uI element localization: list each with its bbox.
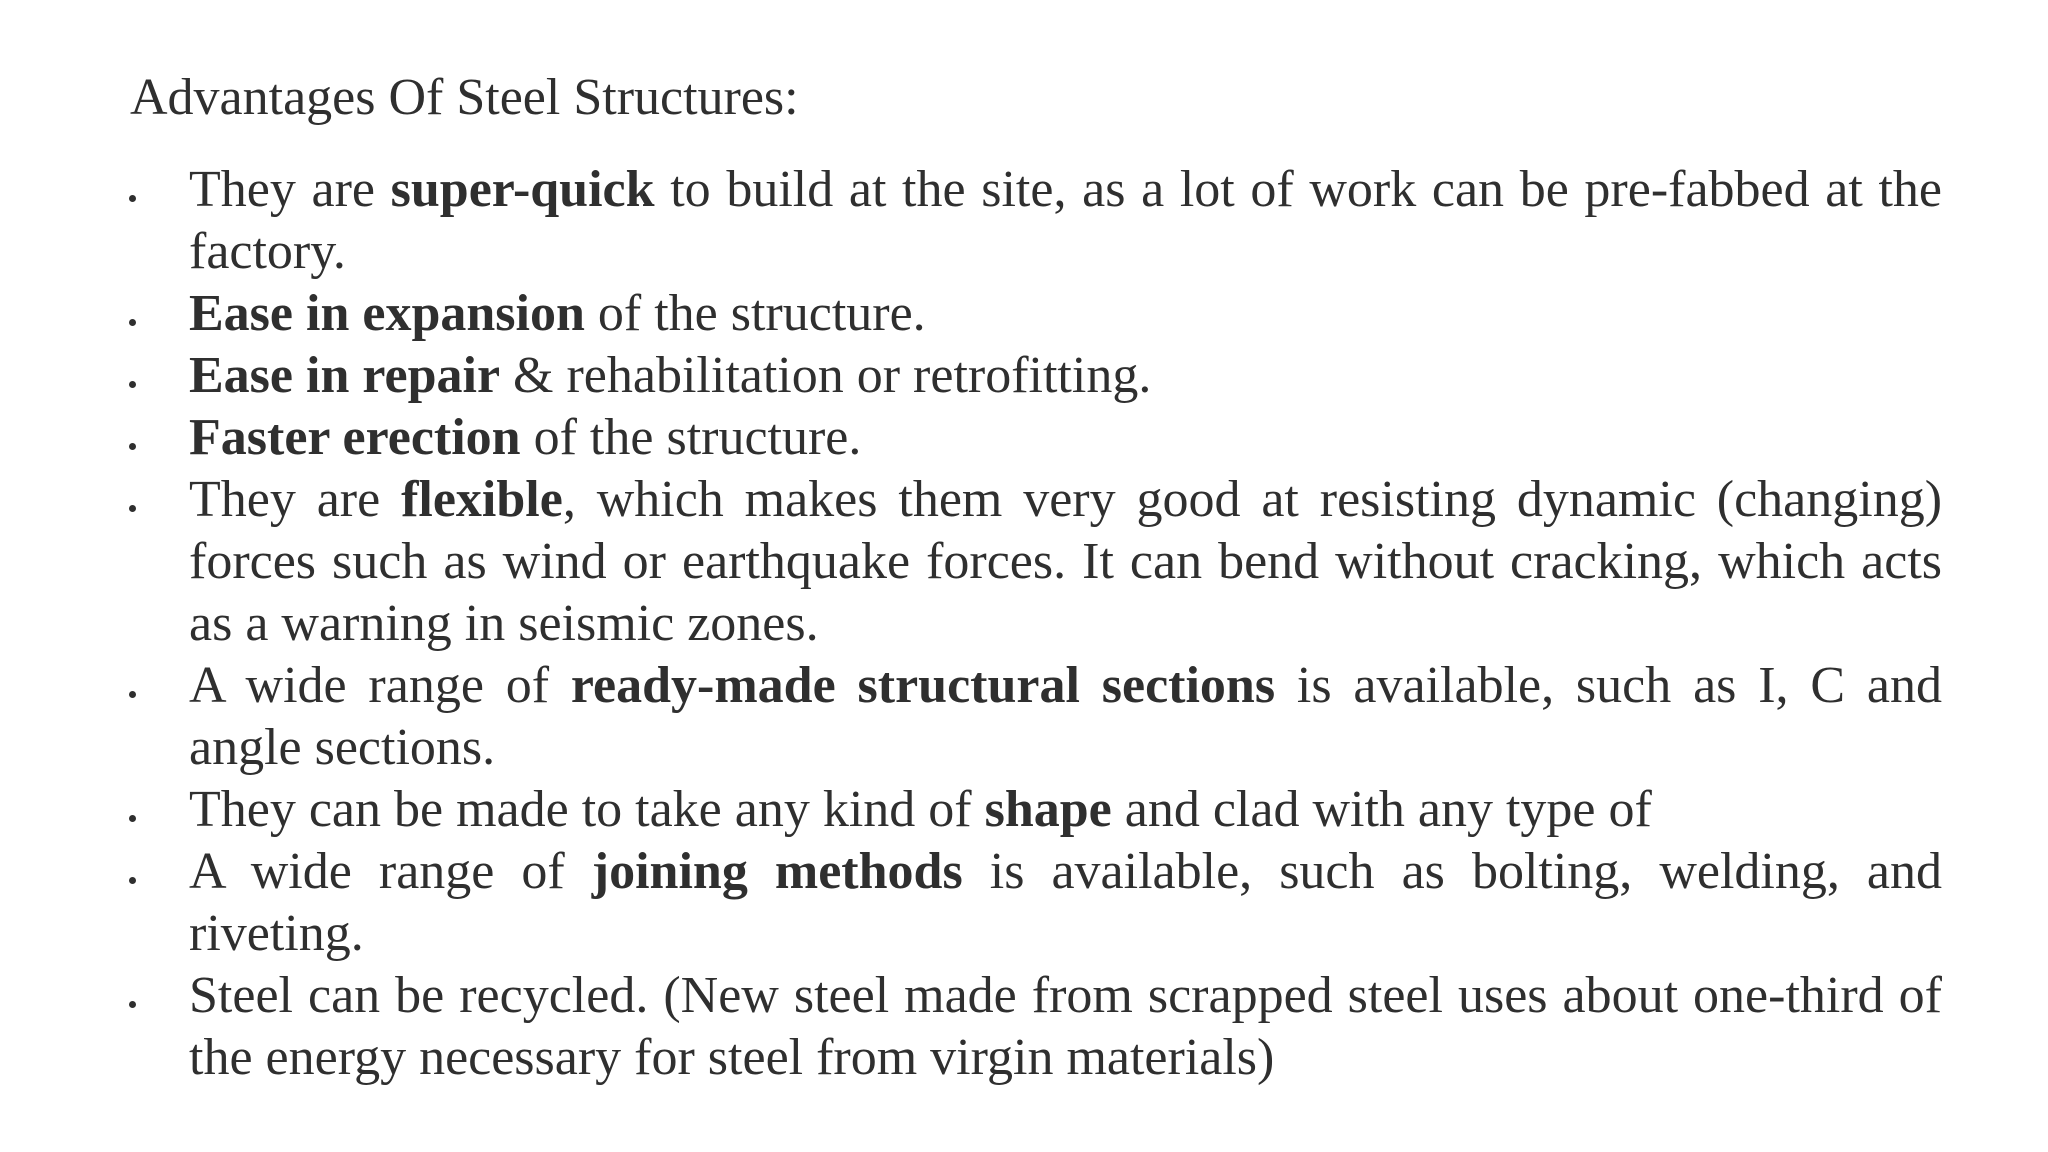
bullet-icon	[129, 195, 136, 202]
item-text: and clad with any type of	[1111, 781, 1652, 838]
item-text: They are	[189, 161, 391, 218]
list-item	[120, 965, 1942, 1089]
item-emphasis: Faster erection	[189, 409, 521, 466]
list-item	[120, 655, 1942, 779]
bullet-icon	[129, 443, 136, 450]
bullet-icon	[129, 381, 136, 388]
item-text: A wide range of	[189, 843, 592, 900]
item-text: of the structure.	[584, 285, 926, 342]
item-text: Steel can be recycled. (New steel made from scrapped steel uses about one-third of the energy necessary for steel from virgin materials)	[189, 967, 1942, 1086]
list-item	[120, 779, 1942, 841]
item-text: is available, such as I, C and angle sections.	[189, 657, 1942, 776]
item-text: is available, such as bolting, welding, and riveting.	[189, 843, 1942, 962]
bullet-icon	[129, 319, 136, 326]
item-text: of the structure.	[520, 409, 862, 466]
list-item	[120, 407, 1942, 469]
advantages-list	[120, 159, 1942, 1089]
list-item	[120, 345, 1942, 407]
item-emphasis: shape	[984, 781, 1112, 838]
bullet-icon	[129, 1001, 136, 1008]
item-text: & rehabilitation or retrofitting.	[500, 347, 1152, 404]
item-emphasis: super-quick	[390, 161, 655, 218]
bullet-icon	[129, 505, 136, 512]
list-item	[120, 159, 1942, 283]
item-text: They can be made to take any kind of	[189, 781, 985, 838]
bullet-icon	[129, 877, 136, 884]
list-item	[120, 469, 1942, 655]
list-item	[120, 283, 1942, 345]
item-emphasis: Ease in repair	[189, 347, 501, 404]
bullet-icon	[129, 815, 136, 822]
item-text: They are	[189, 471, 402, 528]
item-text: , which makes them very good at resisting dynamic (changing) forces such as wind or earthquake forces. It can bend without cracking, which acts as a warning in seismic zones.	[189, 471, 1943, 652]
slide-heading: Advantages Of Steel Structures:	[130, 69, 799, 126]
item-text: A wide range of	[189, 657, 571, 714]
item-emphasis: joining methods	[591, 843, 963, 900]
item-emphasis: flexible	[401, 471, 563, 528]
list-item	[120, 841, 1942, 965]
item-emphasis: ready-made structural sections	[570, 657, 1276, 714]
item-emphasis: Ease in expansion	[189, 285, 585, 342]
item-text: to build at the site, as a lot of work can be pre-fabbed at the factory.	[189, 161, 1942, 280]
bullet-icon	[129, 691, 136, 698]
